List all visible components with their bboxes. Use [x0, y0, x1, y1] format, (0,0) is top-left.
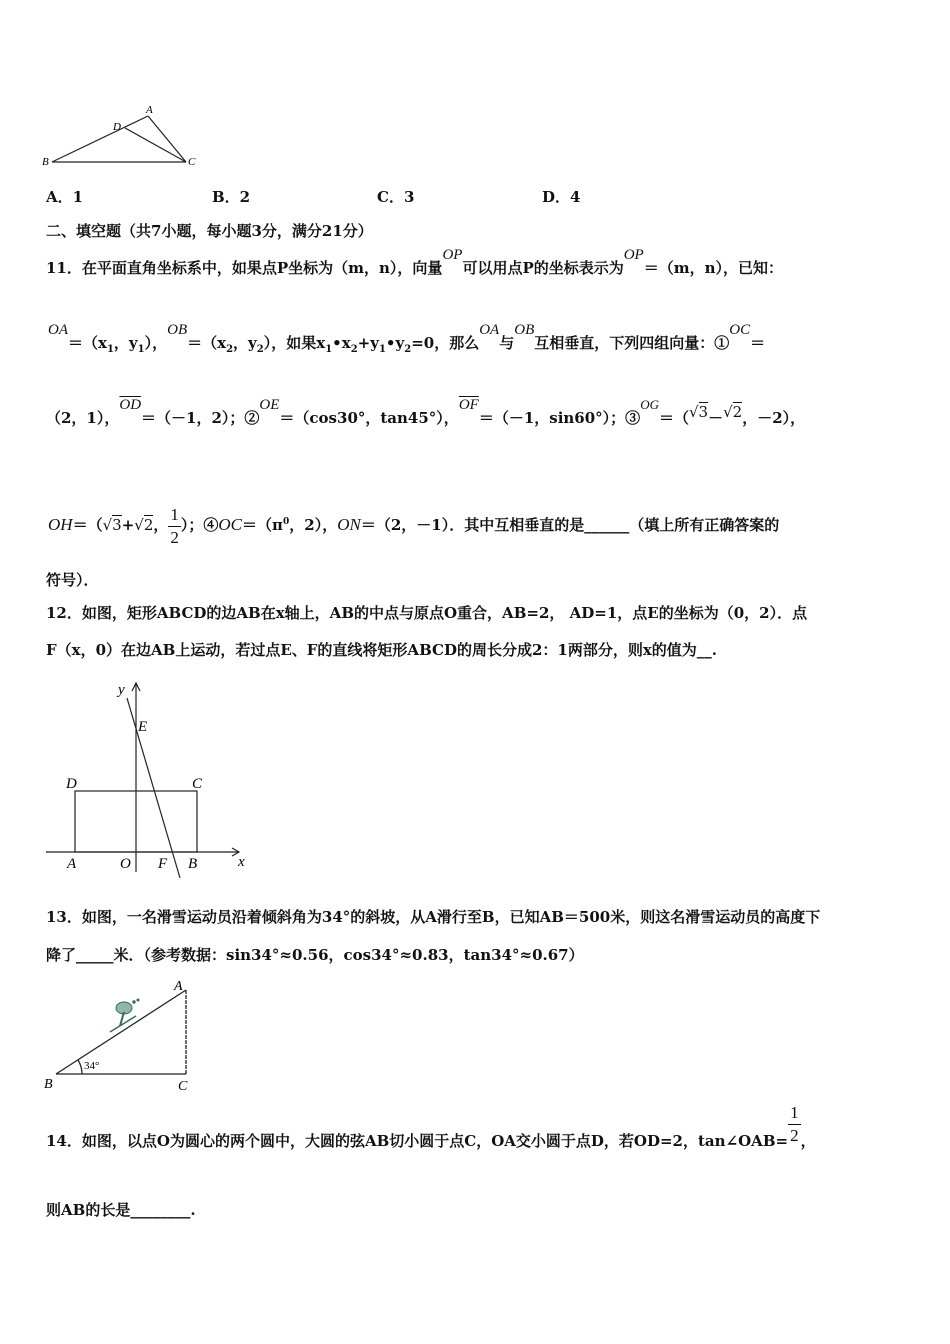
q13-line-1: 13．如图，一名滑雪运动员沿着倾斜角为34°的斜坡，从A滑行至B，已知AB＝500米，则这名滑雪运动员的高度下 [46, 908, 821, 926]
vector-of: $\overline{OF}$ [458, 397, 479, 413]
vector-oc-2: OC [218, 515, 243, 534]
q11-line-4: OH＝（√3+√2， $\frac{1}{2}$ ）；$④OC=(\pi^0$，2），ON＝（2，－1）．其中互相垂直的是______（填上所有正确答案的 [48, 504, 780, 547]
sqrt-2: √2 [723, 403, 743, 421]
option-d: D．4 [542, 188, 581, 206]
vector-og: OG [640, 397, 659, 412]
fraction-half: $\frac{1}{2}$ [170, 504, 179, 547]
ski-slope-figure [40, 976, 200, 1094]
line-ef [127, 698, 180, 878]
q14-line-1: 14．如图，以点O为圆心的两个圆中，大圆的弦AB切小圆于点C，OA交小圆于点D，若OD=2，tan∠OAB= $\frac{1}{2}$ ， [46, 1102, 816, 1150]
label-c: C [188, 156, 196, 168]
label-x: x [238, 854, 245, 870]
label-a: A [174, 979, 183, 994]
label-angle: 34° [84, 1060, 100, 1072]
label-e: E [138, 719, 148, 735]
label-a: A [67, 856, 77, 872]
label-b: B [188, 856, 198, 872]
vector-oe: OE [259, 397, 280, 413]
q11-line-5: 符号）． [46, 571, 99, 589]
q12-line-2: F（x，0）在边AB上运动，若过点E、F的直线将矩形ABCD的周长分成2：1两部分，则x的值为__. [46, 641, 718, 659]
label-c: C [192, 776, 203, 792]
label-y: y [118, 682, 125, 698]
vector-op: OP [442, 247, 463, 263]
label-b: B [42, 156, 49, 168]
side-ac [148, 116, 186, 162]
vector-oa-2: OA [479, 322, 500, 338]
q11-line-3: （2，1），$\overline{OD}=(-1$，2）；②OE＝（cos30°，tan45°），$\overline{OF}=(-1$，sin60°）；③OG＝（√3－√2，－2）， [46, 397, 806, 427]
q12-line-1: 12．如图，矩形ABCD的边AB在x轴上，AB的中点与原点O重合，AB=2， AD=1，点E的坐标为（0，2）．点 [46, 604, 808, 622]
label-c: C [178, 1079, 188, 1094]
skier-icon [110, 999, 139, 1032]
option-a: A．1 [46, 188, 84, 206]
vector-oc: OC [729, 322, 751, 338]
fraction-half-q14: $\frac{1}{2}$ [790, 1102, 799, 1145]
option-b: B．2 [212, 188, 251, 206]
q11-line-1: 11．在平面直角坐标系中，如果点P坐标为（m，n），向量OP可以用点P的坐标表示为OP＝（m，n），已知： [46, 247, 783, 277]
q13-line-2: 降了_____米．（参考数据：sin34°≈0.56，cos34°≈0.83，tan34°≈0.67） [46, 946, 584, 964]
sqrt-2b: √2 [134, 516, 154, 534]
side-ba [52, 116, 148, 162]
sqrt-3b: √3 [102, 516, 122, 534]
label-d: D [113, 121, 121, 133]
label-b: B [44, 1077, 53, 1092]
label-a: A [146, 104, 153, 116]
q14-line-2: 则AB的长是________. [46, 1201, 196, 1219]
segment-dc [125, 128, 186, 162]
vector-ob: OB [167, 322, 188, 338]
sqrt-3: √3 [688, 403, 709, 421]
vector-ob-2: OB [514, 322, 535, 338]
option-c: C．3 [377, 188, 415, 206]
vector-op-2: OP [623, 247, 644, 263]
label-f: F [158, 856, 168, 872]
q11-line-2: $OA=(x_1$，$y_1$），$OB=(x_2$，$y_2$），如果$x_1•x_2+y_1•y_2=0$，那么OA与OB互相垂直，下列四组向量：①OC＝ [48, 322, 766, 355]
label-o: O [120, 856, 131, 872]
section-title: 二、填空题（共7小题，每小题3分，满分21分） [46, 222, 373, 240]
vector-oh: OH [48, 515, 73, 534]
vector-on: ON [337, 515, 361, 534]
vector-oa: OA [48, 322, 68, 338]
triangle-figure [40, 104, 205, 170]
vector-od: $\overline{OD}$ [119, 397, 142, 413]
label-d: D [66, 776, 77, 792]
angle-arc [78, 1060, 82, 1074]
rectangle-figure [42, 676, 257, 886]
